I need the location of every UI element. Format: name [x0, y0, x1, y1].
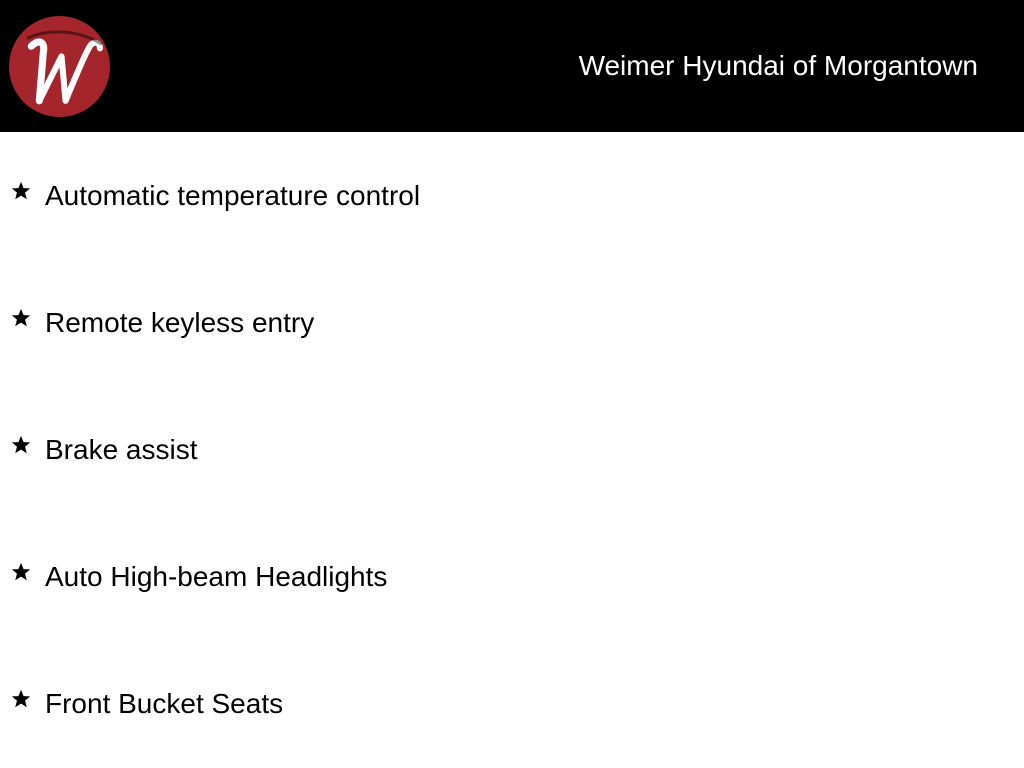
- star-icon: [10, 434, 32, 456]
- dealer-name: Weimer Hyundai of Morgantown: [578, 50, 978, 81]
- feature-label: Brake assist: [45, 434, 198, 465]
- feature-label: Remote keyless entry: [45, 307, 315, 338]
- feature-item: [0, 176, 1024, 216]
- weimer-w-logo-icon: [9, 16, 110, 117]
- feature-item: [0, 303, 1024, 343]
- feature-label: Front Bucket Seats: [45, 688, 284, 719]
- feature-label: Automatic temperature control: [45, 180, 421, 211]
- feature-item: [0, 557, 1024, 597]
- feature-item: [0, 684, 1024, 724]
- star-icon: [10, 688, 32, 710]
- star-icon: [10, 561, 32, 583]
- star-icon: [10, 307, 32, 329]
- header-bar: [0, 0, 1024, 132]
- star-icon: [10, 180, 32, 202]
- feature-label: Auto High-beam Headlights: [45, 561, 388, 592]
- feature-item: [0, 430, 1024, 470]
